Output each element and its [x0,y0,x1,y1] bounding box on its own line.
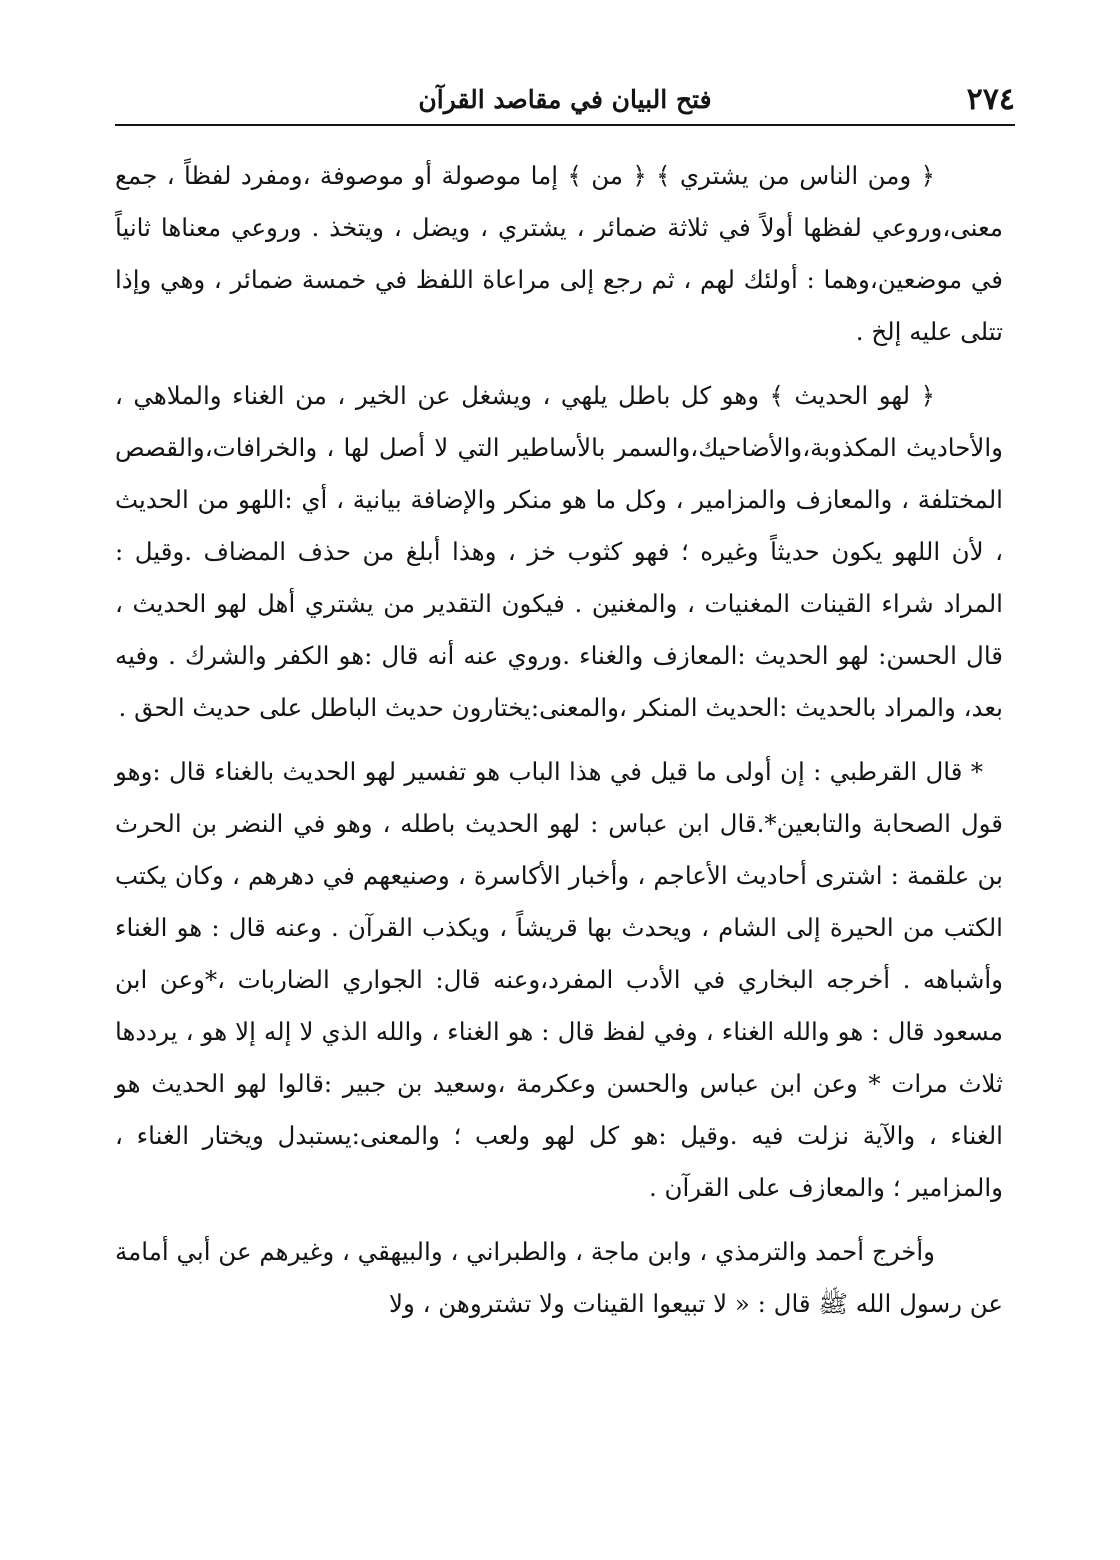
paragraph-3: * قال القرطبي : إن أولى ما قيل في هذا الباب هو تفسير لهو الحديث بالغناء قال :وهو قول الصحابة والتابعين*.قال ابن عباس : لهو الحديث باطله ، وهو في النضر بن الحرث بن علقمة : اشترى أحاديث الأعاجم ، وأخبار الأكاسرة ، وصنيعهم في دهرهم ، وكان يكتب الكتب من الحيرة إلى الشام ، ويحدث بها قريشاً ، ويكذب القرآن . وعنه قال : هو الغناء وأشباهه . أخرجه البخاري في الأدب المفرد،وعنه قال: الجواري الضاربات ،*وعن ابن مسعود قال : هو والله الغناء ، وفي لفظ قال : هو الغناء ، والله الذي لا إله إلا هو ، يرددها ثلاث مرات * وعن ابن عباس والحسن وعكرمة ،وسعيد بن جبير :قالوا لهو الحديث هو الغناء ، والآية نزلت فيه .وقيل :هو كل لهو ولعب ؛ والمعنى:يستبدل ويختار الغناء ، والمزامير ؛ والمعازف على القرآن . [115,757,1003,1202]
paragraph-4: وأخرج أحمد والترمذي ، وابن ماجة ، والطبراني ، والبيهقي ، وغيرهم عن أبي أمامة عن رسول الله ﷺ قال : « لا تبيعوا القينات ولا تشتروهن ، ولا [115,1237,1003,1318]
page-number: ٢٧٤ [966,82,1015,117]
paragraph-2: ﴿ لهو الحديث ﴾ وهو كل باطل يلهي ، ويشغل عن الخير ، من الغناء والملاهي ، والأحاديث المكذوبة،والأضاحيك،والسمر بالأساطير التي لا أصل لها ، والخرافات،والقصص المختلفة ، والمعازف والمزامير ، وكل ما هو منكر والإضافة بيانية ، أي :اللهو من الحديث ، لأن اللهو يكون حديثاً وغيره ؛ فهو كثوب خز ، وهذا أبلغ من حذف المضاف .وقيل : المراد شراء القينات المغنيات ، والمغنين . فيكون التقدير من يشتري أهل لهو الحديث ، قال الحسن: لهو الحديث :المعازف والغناء .وروي عنه أنه قال :هو الكفر والشرك . وفيه بعد، والمراد بالحديث :الحديث المنكر ،والمعنى:يختارون حديث الباطل على حديث الحق . [115,381,1003,722]
page-body [115,150,1003,1342]
page-header [115,82,1015,122]
running-title: فتح البيان في مقاصد القرآن [418,85,712,114]
paragraph-1: ﴿ ومن الناس من يشتري ﴾ ﴿ من ﴾ إما موصولة أو موصوفة ،ومفرد لفظاً ، جمع معنى،وروعي لفظها أولاً في ثلاثة ضمائر ، يشتري ، ويضل ، ويتخذ . وروعي معناها ثانياً في موضعين،وهما : أولئك لهم ، ثم رجع إلى مراعاة اللفظ في خمسة ضمائر ، وهي وإذا تتلى عليه إلخ . [115,161,1003,346]
header-divider [115,124,1015,126]
